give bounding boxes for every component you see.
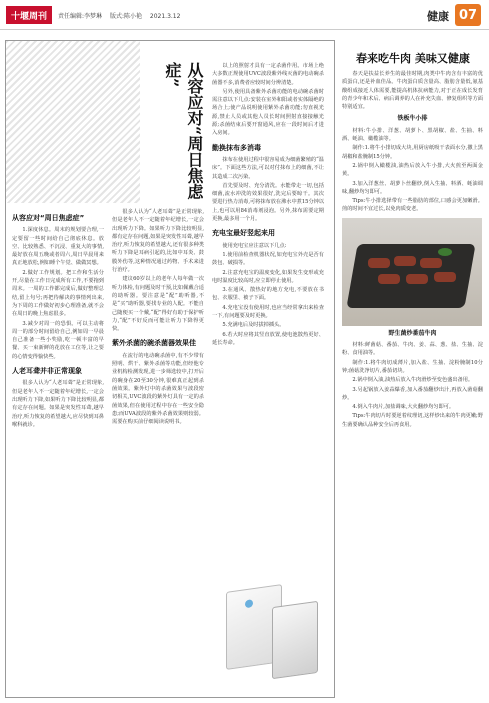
page-header [0, 0, 489, 30]
section-heading: 从容应对“周日焦虑症” [12, 214, 85, 222]
paragraph: 3.在通风、散热好的地方充电,不要放在书包、衣服里、被子下面。 [212, 287, 324, 302]
paragraph: 4.充电宝没有使用时,也应当经常拿出来检查一下,有问题要及时更换。 [212, 304, 324, 320]
paragraph: 另外,使用具备紫外杀菌功能的电动碗杀菌时需注意以下几点:安装在室外和阳或者实体隔绝的场合上;使产品说明使用紫外杀菌功能;勿直视光源,禁止人员或其他人员长时间照射直接接触光源;杀菌结束后要开窗通风,应在一段时间后才进入房间。 [212, 88, 324, 137]
steak-slice [368, 258, 390, 268]
paragraph: 2.注意充电宝的温度变化,如果发生变形或充电时温度比较高时,应立即停止使用。 [212, 269, 324, 284]
designer-credit: 版式:陈小艳 [109, 13, 142, 20]
article-column-1 [12, 208, 104, 693]
indicator-light [245, 599, 253, 608]
paragraph: 5.充满电后及时拔掉插头。 [222, 322, 285, 329]
paragraph: 材料:鲜菌菇、番茄、牛肉、姜、蒜、葱、盐、生抽、淀粉、食用油等。 [342, 342, 483, 357]
paragraph: 4.倒入牛肉片,加盐调味,大火翻炒均匀即可。 [352, 404, 455, 411]
paragraph: 以上的照射才具有一定杀菌作用。市场上绝大多数正规使用UVC波段紫外线灭菌的电动碗杀菌器不多,消费者应较时间分辨清楚。 [212, 63, 324, 86]
section-name: 健康 [427, 10, 449, 23]
paragraph: 材料:牛小排、洋葱、胡萝卜、黑胡椒、盐、生抽、料酒、蚝油、橄榄油等。 [342, 127, 483, 143]
paragraph: 6.若大时应将其竖直放置,使电池散热更好、延长寿命。 [212, 331, 324, 346]
article-title: 从容应对“周日焦虑症” [163, 62, 204, 200]
paragraph: 1.使用前检查机器状况,如充电宝外壳是否有鼓包、破损等。 [212, 251, 324, 267]
steak-slice [420, 258, 442, 268]
paragraph: 3.减少对周一的恐惧。可以主动将周一的部分时间留给自己,例如周一早晨自己准备一些小奖励,吃一顿丰富的早餐、买一束新鲜的花放在工位等,让之要的心情变得愉快些。 [12, 320, 104, 360]
steak-slice [434, 272, 456, 282]
paragraph: 在流行的电动碗杀菌中,有不少带有照明、烘干、紫外杀菌等功能,但经他专业机构检测发现,进一步筛选较中,打开后的碗身在20至30分钟,很难真正起到杀菌效果。紫外灯中的杀菌效果与波段密切相关,UVC波段的紫外灯具有一定的杀菌效果,但在使用过程中存在一些安全隐患;而UVA波段的紫外杀菌效果则较弱。需要在购买前仔细阅读说明书。 [112, 352, 204, 426]
article-column-2 [112, 208, 204, 693]
steak-photo [342, 218, 482, 326]
article-title: 春来吃牛肉 美味又健康 [356, 52, 470, 65]
paragraph: 首先要及时、充分清洗。水能带走一切,包括细菌,流水冲洗的效果很好,洗完后要晾干。其次要进行热力消毒,可将抹布放在沸水中煮15分钟以上,也可以用84消毒剂浸泡。另外,抹布需要定期更换,最多用一个月。 [212, 182, 324, 223]
paragraph: 3.另起锅放入姜蒜爆香,加入番茄翻炒出汁,再放入菌菇翻炒。 [342, 386, 483, 401]
paragraph: 1.深度休息。周末的规划要合理,一定要留一些时间给自己彻底休息。放空、比较熟悉、不沉浸、重复大的事情,最好放在周五晚或者周六,周日早晨用来真正地放松,例如睡个午觉、做做冥想。 [12, 227, 104, 267]
page-number: 07 [455, 4, 481, 26]
editor-credit: 责任编辑:李梦琳 [58, 13, 103, 20]
paragraph: 制作:1.将牛肉切成薄片,加入盐、生抽、淀粉腌制10分钟;菌菇洗净切片,番茄切块。 [342, 359, 483, 374]
paragraph: 2.做好工作规划。把工作和生活分开,尽量在工作日完成所有工作,不要拖到周末。一周的工作都完成后,做好整理总结,留上句号;再把待解决的事情列出来,为下周的工作做好初步心理准备,就不会在周日的晚上焦虑很多。 [12, 269, 104, 318]
paragraph: 春天是扶益长养生的最佳时期,肉类中牛肉含有丰富的优质蛋白,还是补血佳品。牛肉蛋白质含量高、脂肪含量低,氨基酸组成接近人体需要,能提高机体抗病能力,对于正在成长发育的青少年和术后、病后调养的人在补充失血、修复组织等方面特别适宜。 [342, 71, 483, 111]
paragraph: 使用充电宝应注意以下几点: [222, 242, 287, 249]
recipe-tips: Tips:牛小排选择带有一些脂肪的部位,口感会更加嫩滑。煎的时间不宜过长,以免肉质变老。 [342, 198, 483, 213]
section-heading: 紫外杀菌的碗杀菌器效果佳 [112, 339, 196, 348]
section-heading: 人老耳聋并非正常现象 [12, 367, 82, 376]
newspaper-logo: 十堰周刊 [6, 6, 52, 24]
paragraph: 抹布在使用过程中很容易成为细菌繁殖的“温床”。下面这些方法,可以对付抹布上的细菌,不让其造成二次污染。 [212, 156, 324, 180]
herb-garnish [438, 248, 452, 256]
recipe-column [340, 330, 485, 429]
section-heading: 充电宝最好竖起来用 [212, 229, 275, 238]
recipe-title: 野生菌炒番茄牛肉 [388, 329, 437, 337]
decorative-stripes [6, 41, 140, 203]
recipe-column [340, 70, 485, 214]
recipe-tips: Tips:牛肉切片时要逆着纹理切,这样炒出来的牛肉更嫩;野生菌要确认品种安全后再食用。 [342, 413, 483, 428]
power-bank-photo [210, 568, 326, 696]
right-article [340, 40, 485, 698]
steak-slice [378, 274, 400, 284]
recipe-title: 铁板牛小排 [397, 115, 428, 123]
paragraph: 建议60岁以上的老年人每年做一次听力体检,有问题及时干预,比如佩戴合适的助听器。要注意是“配”助听器,不是“买”助听器,要找专业的人配。不能自己随便买一个戴,“配”得好有助于保护听力,“配”不好反而可能让听力下降得更快。 [112, 276, 204, 333]
section-heading: 勤换抹布多消毒 [212, 143, 261, 152]
paragraph: 2.锅中倒入油,油热后放入牛肉滑炒至变色盛出备用。 [352, 377, 474, 384]
issue-date: 2021.3.12 [149, 13, 181, 20]
paragraph: 2.锅中倒入橄榄油,油热后放入牛小排,大火煎至两面金黄。 [342, 162, 483, 178]
steak-slice [406, 274, 428, 284]
power-bank-device [272, 601, 318, 679]
steak-slice [394, 256, 416, 266]
paragraph: 很多人认为“人老耳聋”是正常现象,但是老年人不一定随着年纪增长,一定会出现听力下降,如果听力下降比较明显,都有定存在问题。如果是突发性耳聋,越早治疗,听力恢复的希望越大,应尽快到耳鼻喉科就诊。 [12, 380, 104, 428]
paragraph: 很多人认为“人老耳聋”是正常现象,但是老年人不一定随着年纪增长,一定会出现听力下降。如果听力下降比较明显,都有定存在问题,如果是突发性耳聋,越早治疗,听力恢复的希望越大,还有很多种类听力下降是耳病引起的,比如中耳炎、鼓膜外伤等,这种情况通过药物、手术来进行治疗。 [112, 209, 204, 274]
page-meta [58, 11, 186, 20]
paragraph: 制作:1.将牛小排切成大块,用厨房纸吸干表面水分,撒上黑胡椒和盐腌制15分钟。 [342, 145, 483, 160]
paragraph: 3.加入洋葱丝、胡萝卜丝翻炒,倒入生抽、料酒、蚝油调味,翻炒均匀即可。 [342, 180, 483, 195]
